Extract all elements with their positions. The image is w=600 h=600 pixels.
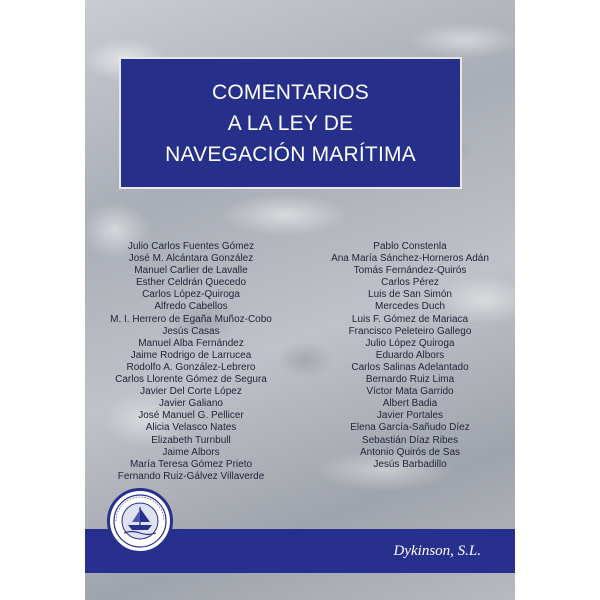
author-name: Esther Celdrán Quecedo — [135, 277, 247, 289]
author-name: Luis F. Gómez de Mariaca — [351, 313, 469, 325]
author-name: Pablo Constenla — [373, 241, 447, 252]
author-name: Julio Carlos Fuentes Gómez — [127, 241, 255, 252]
author-name: Albert Badia — [382, 398, 438, 410]
publisher-logo: Dykinson, S.L. — [393, 543, 481, 559]
title-line-3: NAVEGACIÓN MARÍTIMA — [165, 142, 416, 166]
author-name: Javier Portales — [376, 410, 444, 422]
author-name: Manuel Alba Fernández — [138, 337, 244, 349]
title-line-1: COMENTARIOS — [212, 80, 369, 104]
author-name: Rodolfo A. González-Lebrero — [126, 361, 256, 373]
author-name: María Teresa Gómez Prieto — [129, 458, 253, 470]
authors-left-column — [85, 241, 297, 483]
author-name: Jesús Casas — [162, 325, 220, 337]
author-name: Francisco Peleteiro Gallego — [348, 325, 472, 337]
author-name: Jaime Rodrigo de Larrucea — [130, 349, 252, 361]
author-name: Javier Galiano — [159, 398, 223, 410]
author-name: Fernando Ruiz-Gálvez Villaverde — [117, 470, 265, 482]
author-name: Alicia Velasco Nates — [145, 422, 237, 434]
author-name: Antonio Quirós de Sas — [359, 446, 461, 458]
author-name: Bernardo Ruiz Lima — [365, 374, 455, 386]
author-name: Luis de San Simón — [368, 289, 452, 301]
seal-emblem-icon — [110, 491, 170, 551]
authors-right-column — [303, 241, 517, 471]
author-name: Jesús Barbadillo — [373, 458, 447, 470]
author-name: Eduardo Albors — [375, 349, 445, 361]
author-name: Elizabeth Turnbull — [151, 434, 231, 446]
author-name: Carlos Salinas Adelantado — [351, 361, 469, 373]
author-name: Mercedes Duch — [374, 301, 446, 313]
author-name: Tomás Fernández-Quirós — [353, 265, 467, 277]
author-name: M. I. Herrero de Egaña Muñoz-Cobo — [110, 313, 272, 325]
author-name: Alfredo Cabellos — [154, 301, 228, 313]
author-name: Elena García-Sañudo Díez — [350, 422, 470, 434]
title-line-2: A LA LEY DE — [227, 111, 354, 135]
book-cover — [85, 0, 515, 600]
author-name: Víctor Mata Garrido — [366, 386, 454, 398]
author-name: José Manuel G. Pellicer — [138, 410, 244, 422]
author-name: Javier Del Corte López — [140, 386, 242, 398]
author-name: Sebastián Díaz Ribes — [361, 434, 459, 446]
author-name: Carlos López-Quiroga — [142, 289, 240, 301]
author-name: Jaime Albors — [162, 446, 220, 458]
author-name: Ana María Sánchez-Horneros Adán — [331, 253, 489, 265]
author-name: Manuel Carlier de Lavalle — [134, 265, 248, 277]
author-name: Carlos Llorente Gómez de Segura — [115, 374, 267, 386]
association-seal — [107, 488, 173, 554]
title-box — [119, 57, 462, 189]
author-name: Julio López Quiroga — [365, 337, 455, 349]
author-name: José M. Alcántara González — [128, 253, 254, 265]
author-name: Carlos Pérez — [381, 277, 439, 289]
